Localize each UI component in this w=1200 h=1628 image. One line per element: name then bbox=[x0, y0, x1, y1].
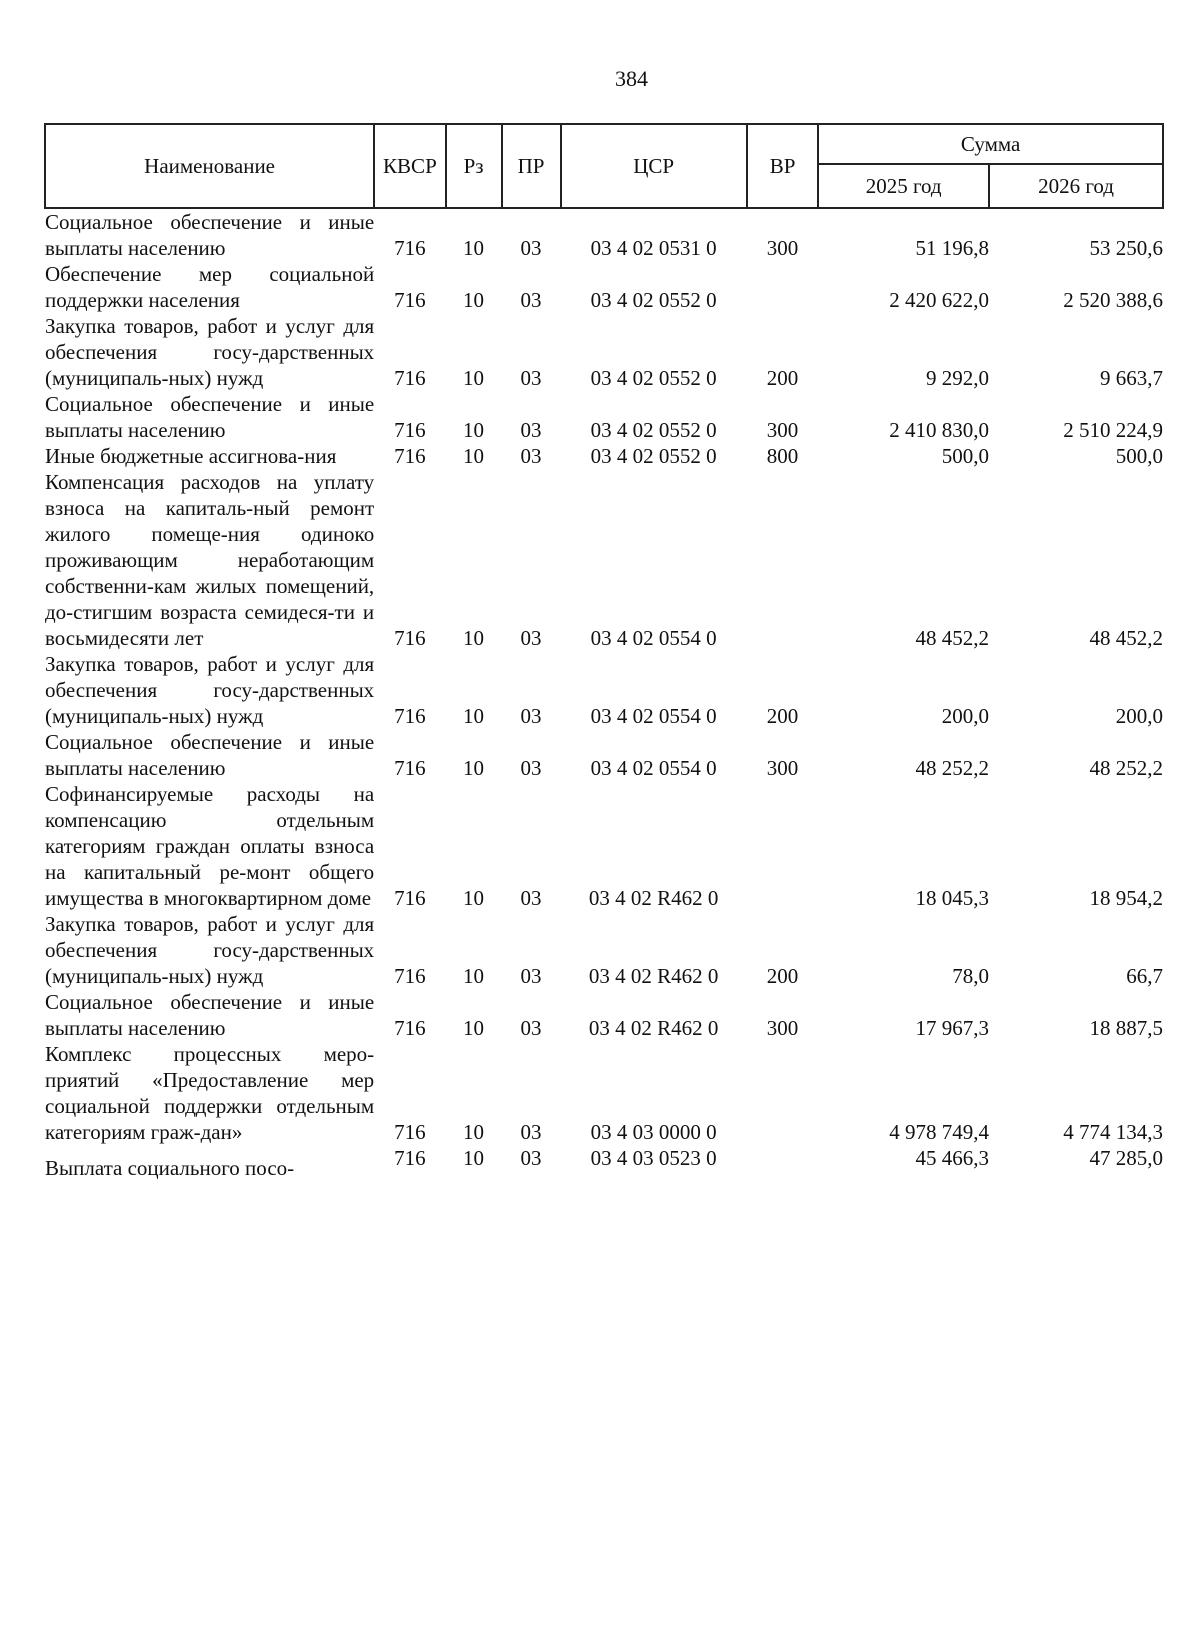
row-vr-cell bbox=[747, 1145, 818, 1181]
header-kvsr: КВСР bbox=[374, 124, 445, 208]
row-csr-cell: 03 4 03 0523 0 bbox=[590, 1146, 717, 1170]
row-csr-cell: 03 4 02 0554 0 bbox=[590, 756, 717, 780]
header-pr: ПР bbox=[502, 124, 561, 208]
row-pr-cell: 03 bbox=[520, 1120, 542, 1144]
row-csr-cell: 03 4 02 0552 0 bbox=[590, 444, 717, 468]
row-amount-2026-cell: 66,7 bbox=[1126, 964, 1163, 988]
table-body bbox=[45, 208, 1163, 1181]
row-amount-2025-cell: 18 045,3 bbox=[915, 886, 990, 910]
table-row bbox=[45, 1145, 1163, 1181]
row-csr-cell: 03 4 02 0554 0 bbox=[590, 704, 717, 728]
row-amount-2026-cell: 200,0 bbox=[1115, 704, 1163, 728]
header-vr: ВР bbox=[747, 124, 818, 208]
row-kvsr-cell: 716 bbox=[394, 366, 426, 390]
budget-table bbox=[44, 123, 1164, 1181]
row-rz-cell: 10 bbox=[463, 236, 485, 260]
row-amount-2025-cell: 2 420 622,0 bbox=[889, 288, 990, 312]
row-rz-cell: 10 bbox=[463, 964, 485, 988]
row-kvsr-cell: 716 bbox=[394, 756, 426, 780]
header-year-2025: 2025 год bbox=[818, 164, 989, 208]
header-sum: Сумма bbox=[818, 124, 1163, 164]
row-rz-cell: 10 bbox=[463, 1146, 485, 1170]
row-amount-2026-cell: 9 663,7 bbox=[1100, 366, 1163, 390]
row-name-cell: Закупка товаров, работ и услуг для обеспечения госу-дарственных (муниципаль-ных) нужд bbox=[45, 652, 375, 728]
row-name-cell: Социальное обеспечение и иные выплаты населению bbox=[45, 730, 375, 780]
table-header bbox=[45, 124, 1163, 208]
header-year-2026: 2026 год bbox=[989, 164, 1163, 208]
row-csr-cell: 03 4 02 R462 0 bbox=[588, 886, 719, 910]
row-csr-cell: 03 4 02 0531 0 bbox=[590, 236, 717, 260]
table-row bbox=[45, 391, 1163, 443]
row-pr-cell: 03 bbox=[520, 366, 542, 390]
row-pr-cell: 03 bbox=[520, 964, 542, 988]
row-amount-2025-cell: 4 978 749,4 bbox=[889, 1120, 990, 1144]
table-row bbox=[45, 469, 1163, 651]
row-amount-2025-cell: 51 196,8 bbox=[915, 236, 990, 260]
row-csr-cell: 03 4 02 0552 0 bbox=[590, 288, 717, 312]
row-vr-cell: 200 bbox=[766, 964, 799, 988]
row-kvsr-cell: 716 bbox=[394, 886, 426, 910]
table-row bbox=[45, 261, 1163, 313]
row-pr-cell: 03 bbox=[520, 236, 542, 260]
row-csr-cell: 03 4 02 0554 0 bbox=[590, 626, 717, 650]
row-rz-cell: 10 bbox=[463, 704, 485, 728]
row-amount-2025-cell: 78,0 bbox=[952, 964, 990, 988]
row-rz-cell: 10 bbox=[463, 626, 485, 650]
row-vr-cell: 300 bbox=[766, 418, 799, 442]
row-kvsr-cell: 716 bbox=[394, 444, 426, 468]
row-csr-cell: 03 4 02 0552 0 bbox=[590, 418, 717, 442]
row-vr-cell: 800 bbox=[766, 444, 799, 468]
row-amount-2026-cell: 47 285,0 bbox=[1089, 1146, 1163, 1170]
row-amount-2025-cell: 9 292,0 bbox=[926, 366, 990, 390]
row-name-cell: Закупка товаров, работ и услуг для обеспечения госу-дарственных (муниципаль-ных) нужд bbox=[45, 314, 375, 390]
header-name: Наименование bbox=[45, 124, 374, 208]
table-row bbox=[45, 989, 1163, 1041]
row-amount-2025-cell: 200,0 bbox=[941, 704, 990, 728]
row-name-cell: Закупка товаров, работ и услуг для обеспечения госу-дарственных (муниципаль-ных) нужд bbox=[45, 912, 375, 988]
row-kvsr-cell: 716 bbox=[394, 704, 426, 728]
row-pr-cell: 03 bbox=[520, 1146, 542, 1170]
page-number: 384 bbox=[615, 66, 648, 91]
row-amount-2025-cell: 45 466,3 bbox=[915, 1146, 990, 1170]
table-row bbox=[45, 1041, 1163, 1145]
row-kvsr-cell: 716 bbox=[394, 1120, 426, 1144]
row-vr-cell: 200 bbox=[766, 366, 799, 390]
row-amount-2026-cell: 500,0 bbox=[1115, 444, 1163, 468]
row-amount-2025-cell: 17 967,3 bbox=[915, 1016, 990, 1040]
row-amount-2025-cell: 48 452,2 bbox=[915, 626, 990, 650]
row-kvsr-cell: 716 bbox=[394, 418, 426, 442]
row-name-cell: Иные бюджетные ассигнова-ния bbox=[45, 444, 337, 468]
row-kvsr-cell: 716 bbox=[394, 626, 426, 650]
row-amount-2026-cell: 18 954,2 bbox=[1089, 886, 1163, 910]
row-amount-2025-cell: 2 410 830,0 bbox=[889, 418, 990, 442]
row-pr-cell: 03 bbox=[520, 886, 542, 910]
row-csr-cell: 03 4 02 R462 0 bbox=[588, 1016, 719, 1040]
row-kvsr-cell: 716 bbox=[394, 236, 426, 260]
row-rz-cell: 10 bbox=[463, 1016, 485, 1040]
row-name-cell: Компенсация расходов на уплату взноса на капиталь-ный ремонт жилого помеще-ния одиноко проживающим неработающим собственни-кам жилых помещений, до-стигшим возраста семидеся-ти и восьмидесяти лет bbox=[45, 470, 375, 650]
row-csr-cell: 03 4 02 0552 0 bbox=[590, 366, 717, 390]
row-kvsr-cell: 716 bbox=[394, 1146, 426, 1170]
row-csr-cell: 03 4 02 R462 0 bbox=[588, 964, 719, 988]
row-name-cell: Социальное обеспечение и иные выплаты населению bbox=[45, 210, 375, 260]
row-amount-2026-cell: 53 250,6 bbox=[1089, 236, 1163, 260]
table-row bbox=[45, 208, 1163, 261]
row-amount-2026-cell: 48 452,2 bbox=[1089, 626, 1163, 650]
row-vr-cell: 200 bbox=[766, 704, 799, 728]
row-rz-cell: 10 bbox=[463, 886, 485, 910]
row-amount-2025-cell: 48 252,2 bbox=[915, 756, 990, 780]
row-amount-2026-cell: 48 252,2 bbox=[1089, 756, 1163, 780]
row-pr-cell: 03 bbox=[520, 288, 542, 312]
row-amount-2026-cell: 2 520 388,6 bbox=[1063, 288, 1163, 312]
row-vr-cell: 300 bbox=[766, 1016, 799, 1040]
header-rz: Рз bbox=[446, 124, 502, 208]
row-vr-cell: 300 bbox=[766, 756, 799, 780]
row-rz-cell: 10 bbox=[463, 444, 485, 468]
row-csr-cell: 03 4 03 0000 0 bbox=[590, 1120, 717, 1144]
row-kvsr-cell: 716 bbox=[394, 1016, 426, 1040]
table-row bbox=[45, 443, 1163, 469]
row-pr-cell: 03 bbox=[520, 444, 542, 468]
row-rz-cell: 10 bbox=[463, 1120, 485, 1144]
row-pr-cell: 03 bbox=[520, 626, 542, 650]
table-row bbox=[45, 911, 1163, 989]
row-vr-cell bbox=[747, 261, 818, 313]
row-vr-cell bbox=[747, 781, 818, 911]
row-name-cell: Выплата социального посо- bbox=[45, 1156, 295, 1180]
row-rz-cell: 10 bbox=[463, 418, 485, 442]
row-pr-cell: 03 bbox=[520, 756, 542, 780]
row-rz-cell: 10 bbox=[463, 756, 485, 780]
header-csr: ЦСР bbox=[561, 124, 747, 208]
row-name-cell: Социальное обеспечение и иные выплаты населению bbox=[45, 392, 375, 442]
row-rz-cell: 10 bbox=[463, 366, 485, 390]
row-amount-2026-cell: 4 774 134,3 bbox=[1063, 1120, 1163, 1144]
row-rz-cell: 10 bbox=[463, 288, 485, 312]
row-amount-2026-cell: 18 887,5 bbox=[1089, 1016, 1163, 1040]
row-name-cell: Софинансируемые расходы на компенсацию отдельным категориям граждан оплаты взноса на капитальный ре-монт общего имущества в многоквартирном доме bbox=[45, 782, 375, 910]
table-row bbox=[45, 651, 1163, 729]
row-pr-cell: 03 bbox=[520, 1016, 542, 1040]
row-name-cell: Обеспечение мер социальной поддержки населения bbox=[45, 262, 375, 312]
row-name-cell: Комплекс процессных меро-приятий «Предоставление мер социальной поддержки отдельным категориям граж-дан» bbox=[45, 1042, 375, 1144]
row-name-cell: Социальное обеспечение и иные выплаты населению bbox=[45, 990, 375, 1040]
row-pr-cell: 03 bbox=[520, 418, 542, 442]
row-amount-2025-cell: 500,0 bbox=[941, 444, 990, 468]
row-kvsr-cell: 716 bbox=[394, 288, 426, 312]
row-vr-cell bbox=[747, 1041, 818, 1145]
row-kvsr-cell: 716 bbox=[394, 964, 426, 988]
row-pr-cell: 03 bbox=[520, 704, 542, 728]
row-vr-cell bbox=[747, 469, 818, 651]
row-vr-cell: 300 bbox=[766, 236, 799, 260]
row-amount-2026-cell: 2 510 224,9 bbox=[1063, 418, 1163, 442]
table-row bbox=[45, 313, 1163, 391]
table-row bbox=[45, 781, 1163, 911]
table-row bbox=[45, 729, 1163, 781]
